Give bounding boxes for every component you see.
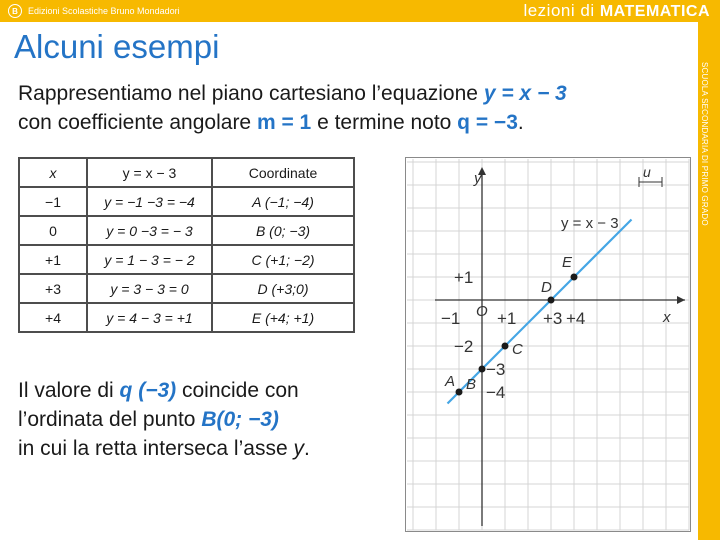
table-cell: −1 [20, 188, 86, 215]
conclusion-text [18, 376, 398, 463]
graph-frame [406, 158, 691, 532]
x-tick-label: −1 [441, 309, 461, 328]
table-cell: y = 4 − 3 = +1 [88, 304, 211, 331]
point-label-b: B [466, 376, 477, 393]
publisher-logo-icon: B [8, 4, 22, 18]
values-table [18, 157, 355, 333]
x-tick-label: +3 [543, 309, 563, 328]
y-axis-label: y [474, 170, 482, 187]
point-b [479, 366, 486, 373]
outro-part1: Il valore di [18, 379, 120, 402]
outro-line2: l’ordinata del punto [18, 408, 202, 431]
outro-axis: y [293, 437, 304, 460]
publisher [8, 4, 180, 18]
table-cell: E (+4; +1) [213, 304, 353, 331]
table-cell: y = 1 − 3 = − 2 [88, 246, 211, 273]
table-header-x: x [20, 159, 86, 186]
brand [523, 1, 710, 21]
table-cell: B (0; −3) [213, 217, 353, 244]
table-row [20, 217, 353, 244]
point-label-e: E [562, 254, 573, 271]
cartesian-graph [405, 157, 691, 532]
outro-end: . [303, 437, 310, 460]
side-label: SCUOLA SECONDARIA DI PRIMO GRADO [700, 62, 709, 226]
table-header-equation: y = x − 3 [88, 159, 211, 186]
point-label-d: D [541, 279, 552, 296]
table-header-coordinates: Coordinate [213, 159, 353, 186]
unit-label: u [643, 164, 651, 180]
intro-end: . [517, 111, 524, 134]
y-tick-label: −2 [454, 337, 474, 356]
intro-text [18, 79, 698, 137]
table-cell: y = −1 −3 = −4 [88, 188, 211, 215]
outro-point: B(0; −3) [201, 408, 279, 431]
table-cell: +1 [20, 246, 86, 273]
table-cell: +4 [20, 304, 86, 331]
table-header-row [20, 159, 353, 186]
y-tick-label: −4 [486, 383, 506, 402]
table-cell: C (+1; −2) [213, 246, 353, 273]
equation: y = x − 3 [483, 82, 567, 105]
point-d [548, 297, 555, 304]
table-cell: y = 0 −3 = − 3 [88, 217, 211, 244]
outro-q: q (−3) [119, 379, 177, 402]
outro-part2: coincide con [176, 379, 299, 402]
intro-mid: e termine noto [311, 111, 458, 134]
table-cell: y = 3 − 3 = 0 [88, 275, 211, 302]
publisher-name: Edizioni Scolastiche Bruno Mondadori [28, 6, 180, 16]
x-axis-label: x [663, 309, 671, 326]
intro-line2: con coefficiente angolare [18, 111, 257, 134]
brand-prefix: lezioni di [523, 1, 600, 20]
x-tick-label: +1 [497, 309, 517, 328]
table-cell: 0 [20, 217, 86, 244]
table-row [20, 246, 353, 273]
slope-value: m = 1 [256, 111, 312, 134]
table-row [20, 275, 353, 302]
table-row [20, 304, 353, 331]
table-row [20, 188, 353, 215]
intro-line1: Rappresentiamo nel piano cartesiano l’equazione [18, 82, 484, 105]
table-cell: A (−1; −4) [213, 188, 353, 215]
x-tick-label: +4 [566, 309, 586, 328]
outro-line3: in cui la retta interseca l’asse [18, 437, 294, 460]
point-label-c: C [512, 341, 523, 358]
line-label: y = x − 3 [561, 215, 619, 232]
y-tick-label: +1 [454, 268, 474, 287]
table-cell: +3 [20, 275, 86, 302]
origin-label: O [476, 303, 488, 320]
brand-name: MATEMATICA [599, 3, 710, 20]
y-tick-label: −3 [486, 360, 506, 379]
slide-title: Alcuni esempi [14, 28, 220, 65]
top-bar [0, 0, 720, 22]
point-a [456, 389, 463, 396]
table-cell: D (+3;0) [213, 275, 353, 302]
point-c [502, 343, 509, 350]
point-e [571, 274, 578, 281]
side-band [698, 22, 720, 540]
point-label-a: A [445, 373, 456, 390]
intercept-value: q = −3 [457, 111, 518, 134]
